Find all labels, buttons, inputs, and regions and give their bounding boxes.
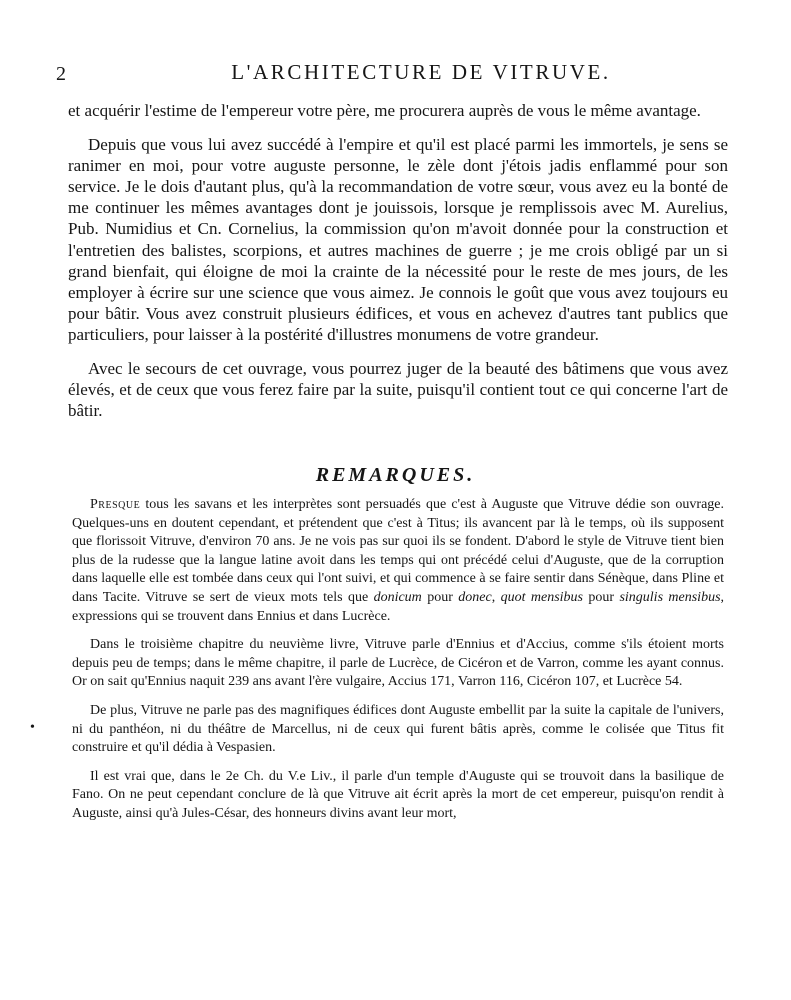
lead-word: Presque: [90, 497, 141, 512]
dedication-text: [68, 100, 728, 434]
margin-mark: •: [30, 720, 35, 735]
remarques-heading: REMARQUES.: [315, 464, 476, 486]
dedication-paragraph-2: Depuis que vous lui avez succédé à l'empire et qu'il est placé parmi les immortels, je sens se ranimer en moi, pour votre auguste personne, le zèle dont j'étois jadis enflammé pour son service. Je le dois d'autant plus, qu'à la recommandation de votre sœur, vous avez eu la bonté de me continuer les mêmes avantages dont je jouissois, lorsque je remplissois avec M. Aurelius, Pub. Numidius et Cn. Cornelius, la commission qu'on m'avoit donnée pour la construction et l'entretien des balistes, scorpions, et autres machines de guerre ; je me crois obligé par un si grand bienfait, qui éloigne de moi la crainte de la nécessité pour le reste de mes jours, de les employer à écrire sur une science que vous aimez. Je connois le goût que vous avez toujours eu pour bâtir. Vous avez construit plusieurs édifices, et vous en achevez d'autres tant publics que particuliers, pour laisser à la postérité d'illustres monumens de votre grandeur.: [68, 135, 728, 344]
dedication-paragraph-1: et acquérir l'estime de l'empereur votre père, me procurera auprès de vous le même avantage.: [68, 101, 701, 120]
remarque-paragraph-2: Dans le troisième chapitre du neuvième livre, Vitruve parle d'Ennius et d'Accius, comme s'ils étoient morts depuis peu de temps; dans le même chapitre, il parle de Lucrèce, de Cicéron et de Varron, comme les ayant connus. Or on sait qu'Ennius naquit 239 ans avant l'ère vulgaire, Accius 171, Varron 116, Cicéron 107, et Lucrèce 54.: [72, 637, 724, 690]
remarque-paragraph-4: Il est vrai que, dans le 2e Ch. du V.e Liv., il parle d'un temple d'Auguste qui se trouvoit dans la basilique de Fano. On ne peut cependant conclure de là que Vitruve ait écrit après la mort de cet empereur, puisqu'on rendit à Auguste, ainsi qu'à Jules-César, des honneurs divins avant leur mort,: [72, 768, 724, 821]
page-number: 2: [56, 63, 66, 85]
latin-word: donec: [458, 589, 492, 605]
dedication-paragraph-3: Avec le secours de cet ouvrage, vous pourrez juger de la beauté des bâtimens que vous avez élevés, et de ceux que vous ferez faire par la suite, puisqu'il contient tout ce qui concerne l'art de bâtir.: [68, 359, 728, 421]
latin-word: singulis mensibus: [619, 589, 721, 605]
latin-word: donicum: [373, 589, 422, 605]
remarque-paragraph-3: De plus, Vitruve ne parle pas des magnifiques édifices dont Auguste embellit par la suite la capitale de l'univers, ni du panthéon, ni du théâtre de Marcellus, ni de ceux qui furent bâtis après, comme le colisée que Titus fit construire et qu'il dédia à Vespasien.: [72, 702, 724, 756]
latin-word: quot mensibus: [500, 589, 583, 605]
remarques-text: [72, 496, 724, 834]
running-head: [56, 60, 736, 86]
remarque-paragraph-1: Presque tous les savans et les interprètes sont persuadés que c'est à Auguste que Vitruve dédie son ouvrage. Quelques-uns en doutent cependant, et prétendent que c'est à Titus; ils avancent par là le temps, où ils supposent que florissoit Vitruve, d'environ 70 ans. Je ne vois pas sur quoi ils se fondent. D'abord le style de Vitruve tient bien plus de la rudesse que la langue latine avoit dans les temps qui ont précédé celui d'Auguste, que de la corruption dans laquelle elle est tombée dans ceux qui l'ont suivi, et qui commence à se faire sentir dans Sénèque, dans Pline et dans Tacite. Vitruve se sert de vieux mots tels que donicum pour donec, quot mensibus pour singulis mensibus, expressions qui se trouvent dans Ennius et dans Lucrèce.: [72, 497, 725, 624]
running-title: L'ARCHITECTURE DE VITRUVE.: [231, 60, 611, 84]
